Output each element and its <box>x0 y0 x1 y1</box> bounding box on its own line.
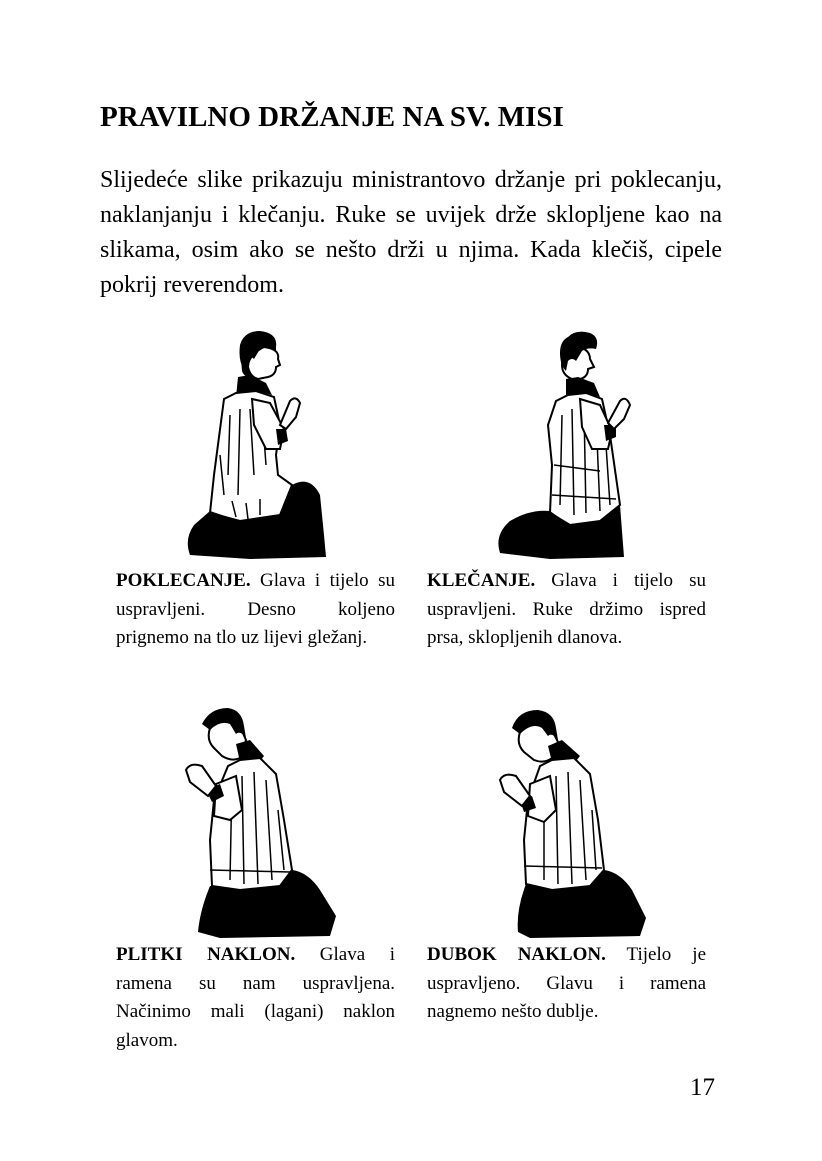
altar-boy-deep-bow-illustration <box>490 700 650 940</box>
caption-text: Glava i ramena su nam uspravljena. Načinimo mali (lagani) naklon glavom. <box>116 944 395 1051</box>
caption-heading: KLEČANJE. <box>427 570 536 591</box>
altar-boy-genuflecting-illustration <box>180 325 330 560</box>
caption-deep-bow <box>427 941 706 1027</box>
caption-text: Glava i tijelo su uspravljeni. Desno koljeno prignemo na tlo uz lijevi gležanj. <box>116 570 395 648</box>
altar-boy-kneeling-illustration <box>490 325 640 560</box>
caption-slight-bow <box>116 941 395 1055</box>
page-title: PRAVILNO DRŽANJE NA SV. MISI <box>100 101 564 133</box>
caption-heading: POKLECANJE. <box>116 570 251 591</box>
caption-kneeling <box>427 567 706 653</box>
caption-text: Tijelo je uspravljeno. Glavu i ramena nagnemo nešto dublje. <box>427 944 706 1022</box>
caption-genuflecting <box>116 567 395 653</box>
caption-heading: DUBOK NAKLON. <box>427 944 606 965</box>
intro-paragraph: Slijedeće slike prikazuju ministrantovo držanje pri poklecanju, naklanjanju i klečanju. Ruke se uvijek drže sklopljene kao na slikama, osim ako se nešto drži u njima. Kada klečiš, cipele pokrij reverendom. <box>100 167 722 298</box>
caption-text: Glava i tijelo su uspravljeni. Ruke držimo ispred prsa, sklopljenih dlanova. <box>427 570 706 648</box>
altar-boy-slight-bow-illustration <box>180 700 340 940</box>
caption-heading: PLITKI NAKLON. <box>116 944 296 965</box>
page-number: 17 <box>690 1074 715 1101</box>
